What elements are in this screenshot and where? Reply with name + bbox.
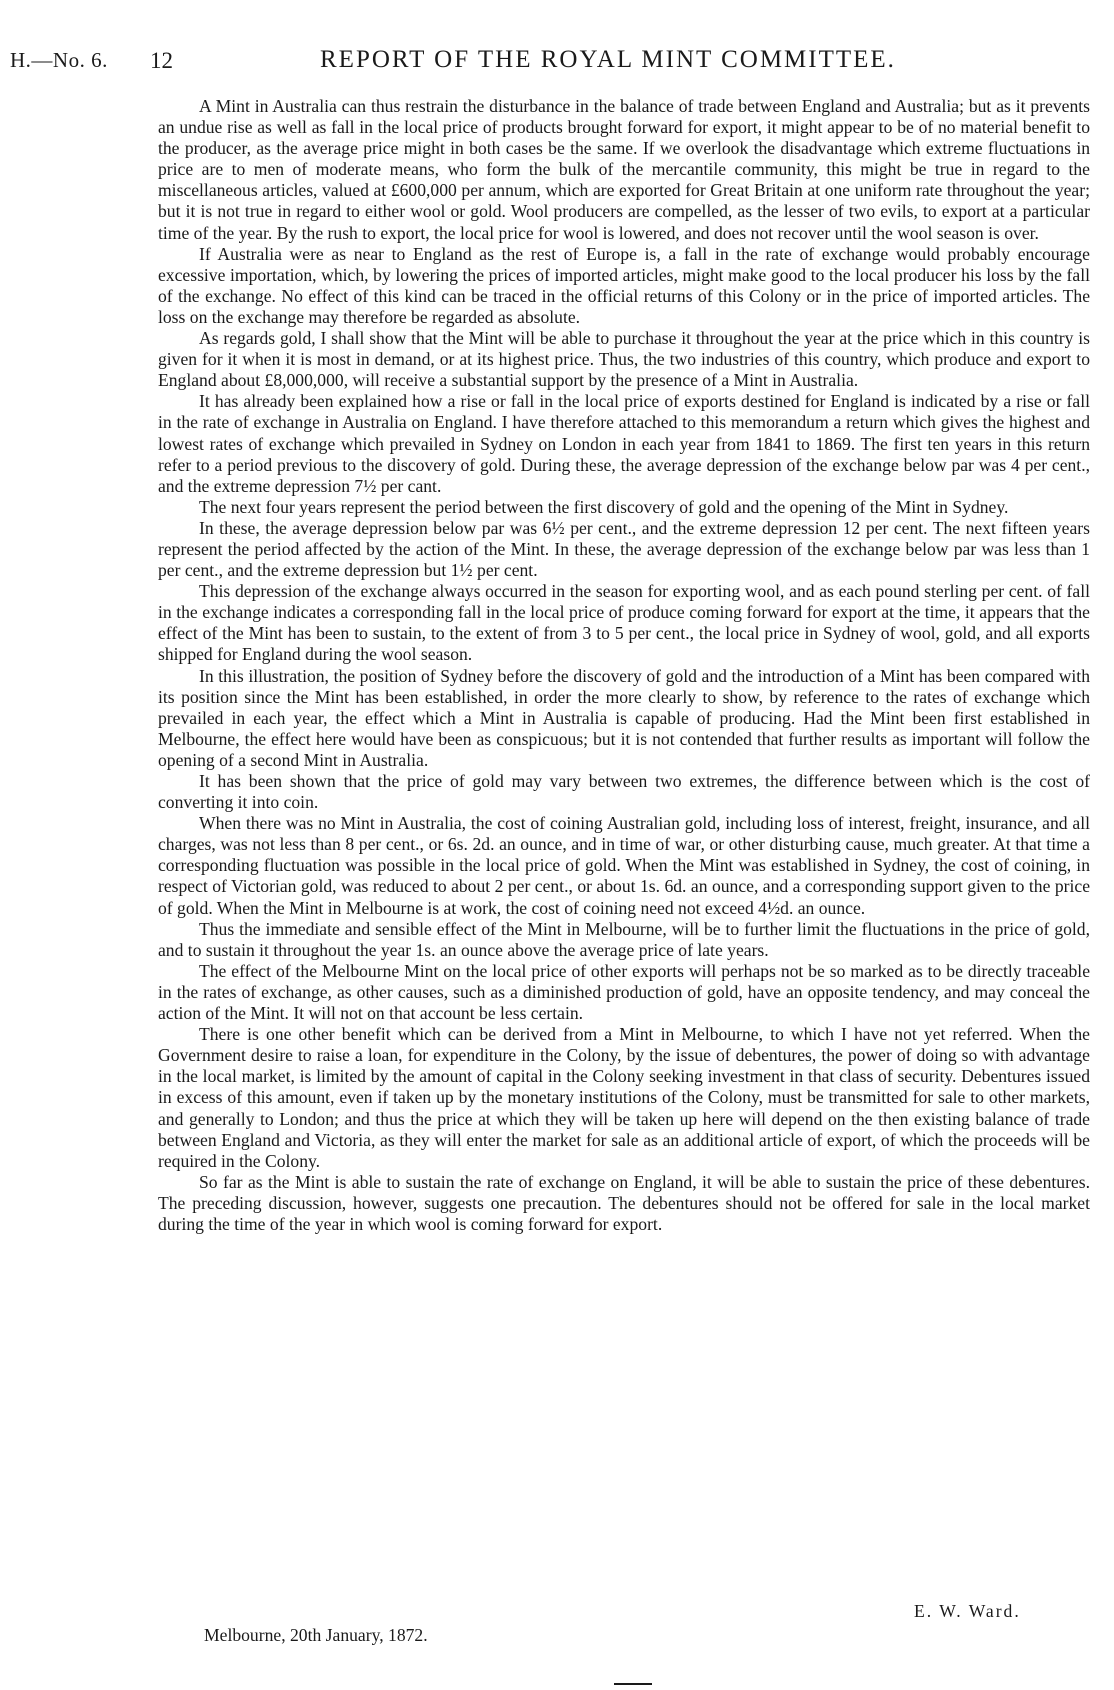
- paragraph: The next four years represent the period between the first discovery of gold and the opening of the Mint in Sydney.: [199, 496, 1009, 517]
- paragraph: So far as the Mint is able to sustain the rate of exchange on England, it will be able to sustain the price of these debentures. The preceding discussion, however, suggests one precaution. The debentures should not be offered for sale in the local market during the time of the year in which wool is coming forward for export.: [158, 1171, 1090, 1234]
- dateline: Melbourne, 20th January, 1872.: [204, 1625, 428, 1645]
- page-number: 12: [150, 48, 173, 73]
- page-title: REPORT OF THE ROYAL MINT COMMITTEE.: [320, 46, 896, 73]
- body-text: [158, 96, 1090, 1235]
- paragraph: Thus the immediate and sensible effect of the Mint in Melbourne, will be to further limit the fluctuations in the price of gold, and to sustain it throughout the year 1s. an ounce above the average price of late years.: [158, 918, 1090, 960]
- paragraph: It has been shown that the price of gold may vary between two extremes, the difference between which is the cost of converting it into coin.: [158, 771, 1090, 813]
- signature: E. W. Ward.: [914, 1601, 1021, 1621]
- paragraph: This depression of the exchange always occurred in the season for exporting wool, and as each pound sterling per cent. of fall in the exchange indicates a corresponding fall in the local price of produce coming forward for export at the time, it appears that the effect of the Mint has been to sustain, to the extent of from 3 to 5 per cent., the local price in Sydney of wool, gold, and all exports shipped for England during the wool season.: [158, 581, 1090, 665]
- paragraph: The effect of the Melbourne Mint on the local price of other exports will perhaps not be so marked as to be directly traceable in the rates of exchange, as other causes, such as a diminished production of gold, have an opposite tendency, and may conceal the action of the Mint. It will not on that account be less certain.: [158, 960, 1090, 1024]
- paragraph: As regards gold, I shall show that the Mint will be able to purchase it throughout the year at the price which in this country is given for it when it is most in demand, or at its highest price. Thus, the two industries of this country, which produce and export to England about £8,000,000, will receive a substantial support by the presence of a Mint in Australia.: [158, 328, 1090, 391]
- end-rule: [614, 1683, 652, 1685]
- paragraph: If Australia were as near to England as the rest of Europe is, a fall in the rate of exchange would probably encourage excessive importation, which, by lowering the prices of imported articles, might make good to the local producer his loss by the fall of the exchange. No effect of this kind can be traced in the official returns of this Colony or in the price of imported articles. The loss on the exchange may therefore be regarded as absolute.: [158, 243, 1090, 327]
- paragraph: There is one other benefit which can be derived from a Mint in Melbourne, to which I have not yet referred. When the Government desire to raise a loan, for expenditure in the Colony, by the issue of debentures, the power of doing so with advantage in the local market, is limited by the amount of capital in the Colony seeking investment in that class of security. Debentures issued in excess of this amount, even if taken up by the monetary institutions of the Colony, must be transmitted for sale to other markets, and generally to London; and thus the price at which they will be taken up here will depend on the then existing balance of trade between England and Victoria, as they will enter the market for sale as an additional article of export, of which the proceeds will be required in the Colony.: [158, 1024, 1090, 1171]
- document-reference: H.—No. 6.: [10, 48, 108, 72]
- page-header: [10, 48, 1104, 78]
- paragraph: When there was no Mint in Australia, the cost of coining Australian gold, including loss of interest, freight, insurance, and all charges, was not less than 8 per cent., or 6s. 2d. an ounce, and in time of war, or other disturbing cause, much greater. At that time a corresponding fluctuation was possible in the local price of gold. When the Mint was established in Sydney, the cost of coining, in respect of Victorian gold, was reduced to about 2 per cent., or about 1s. 6d. an ounce, and a corresponding support given to the price of gold. When the Mint in Melbourne is at work, the cost of coining need not exceed 4½d. an ounce.: [158, 813, 1090, 918]
- paragraph: In this illustration, the position of Sydney before the discovery of gold and the introduction of a Mint has been compared with its position since the Mint has been established, in order the more clearly to show, by reference to the rates of exchange which prevailed in each year, the effect which a Mint in Australia is capable of producing. Had the Mint been first established in Melbourne, the effect here would have been as conspicuous; but it is not contended that further results as important will follow the opening of a second Mint in Australia.: [158, 665, 1090, 770]
- paragraph: It has already been explained how a rise or fall in the local price of exports destined for England is indicated by a rise or fall in the rate of exchange in Australia on England. I have therefore attached to this memorandum a return which gives the highest and lowest rates of exchange which prevailed in Sydney on London in each year from 1841 to 1869. The first ten years in this return refer to a period previous to the discovery of gold. During these, the average depression of the exchange below par was 4 per cent., and the extreme depression 7½ per cant.: [158, 391, 1090, 496]
- paragraph: In these, the average depression below par was 6½ per cent., and the extreme depression 12 per cent. The next fifteen years represent the period affected by the action of the Mint. In these, the average depression of the exchange below par was less than 1 per cent., and the extreme depression but 1½ per cent.: [158, 517, 1090, 581]
- paragraph: A Mint in Australia can thus restrain the disturbance in the balance of trade between England and Australia; but as it prevents an undue rise as well as fall in the local price of products brought forward for export, it might appear to be of no material benefit to the producer, as the average price might in both cases be the same. If we overlook the disadvantage which extreme fluctuations in price are to men of moderate means, who form the bulk of the mercantile community, this might be true in regard to the miscellaneous articles, valued at £600,000 per annum, which are exported for Great Britain at one uniform rate throughout the year; but it is not true in regard to either wool or gold. Wool producers are compelled, as the lesser of two evils, to export at a particular time of the year. By the rush to export, the local price for wool is lowered, and does not recover until the wool season is over.: [158, 96, 1090, 243]
